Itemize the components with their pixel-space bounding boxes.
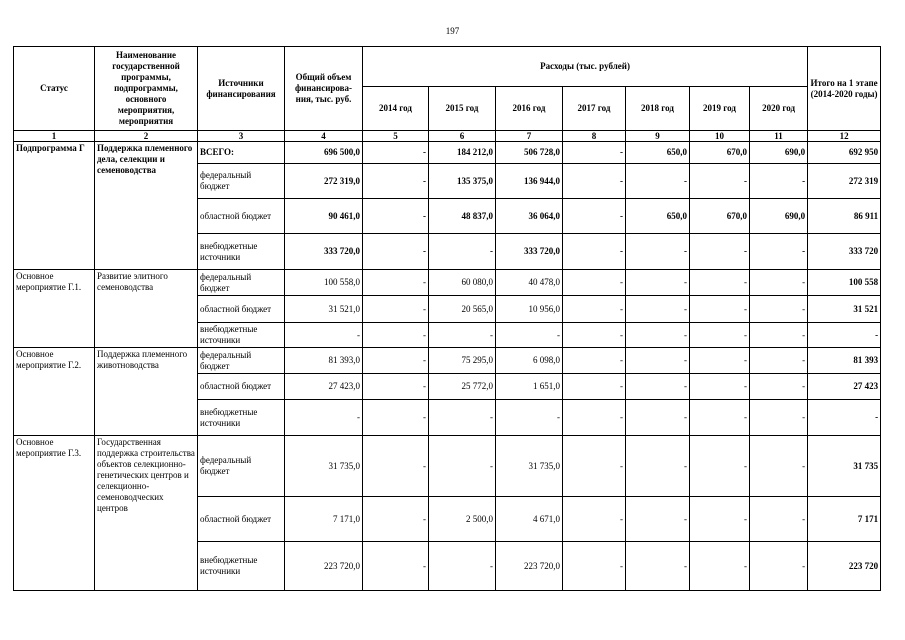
header-name: Наименование государственной программы, подпрограммы, основного мероприятия, мероприятия [95, 47, 198, 131]
source-cell: областной бюджет [198, 497, 285, 542]
itogo-cell: 7 171 [808, 497, 881, 542]
total-volume-cell: 333 720,0 [285, 234, 363, 270]
header-year: 2019 год [690, 87, 750, 131]
itogo-cell: 86 911 [808, 199, 881, 234]
y2015-cell: - [429, 323, 496, 348]
source-cell: областной бюджет [198, 374, 285, 400]
source-cell: внебюджетные источники [198, 542, 285, 591]
y2017-cell: - [563, 164, 626, 199]
header-status: Статус [14, 47, 95, 131]
y2014-cell: - [363, 542, 429, 591]
y2018-cell: - [626, 374, 690, 400]
header-year: 2016 год [496, 87, 563, 131]
y2019-cell: - [690, 296, 750, 323]
itogo-cell: 272 319 [808, 164, 881, 199]
y2020-cell: 690,0 [750, 199, 808, 234]
page-number: 197 [445, 26, 460, 36]
y2019-cell: - [690, 542, 750, 591]
y2015-cell: - [429, 542, 496, 591]
y2018-cell: - [626, 400, 690, 436]
y2015-cell: - [429, 400, 496, 436]
y2020-cell: - [750, 400, 808, 436]
column-number: 1 [14, 131, 95, 142]
y2020-cell: - [750, 374, 808, 400]
y2019-cell: - [690, 164, 750, 199]
column-number: 11 [750, 131, 808, 142]
y2014-cell: - [363, 296, 429, 323]
source-cell: внебюджетные источники [198, 323, 285, 348]
y2020-cell: - [750, 323, 808, 348]
y2015-cell: - [429, 234, 496, 270]
y2018-cell: - [626, 296, 690, 323]
y2015-cell: 48 837,0 [429, 199, 496, 234]
y2019-cell: - [690, 270, 750, 296]
column-number: 12 [808, 131, 881, 142]
y2016-cell: 333 720,0 [496, 234, 563, 270]
y2017-cell: - [563, 234, 626, 270]
column-number: 6 [429, 131, 496, 142]
y2019-cell: - [690, 497, 750, 542]
y2015-cell: 135 375,0 [429, 164, 496, 199]
source-cell: ВСЕГО: [198, 142, 285, 164]
y2017-cell: - [563, 270, 626, 296]
y2017-cell: - [563, 374, 626, 400]
y2016-cell: - [496, 400, 563, 436]
y2014-cell: - [363, 497, 429, 542]
y2020-cell: - [750, 542, 808, 591]
table-row [14, 270, 881, 296]
y2019-cell: - [690, 374, 750, 400]
total-volume-cell: - [285, 323, 363, 348]
total-volume-cell: 81 393,0 [285, 348, 363, 374]
y2019-cell: - [690, 348, 750, 374]
itogo-cell: - [808, 400, 881, 436]
itogo-cell: - [808, 323, 881, 348]
y2015-cell: - [429, 436, 496, 497]
column-number: 10 [690, 131, 750, 142]
y2015-cell: 75 295,0 [429, 348, 496, 374]
y2016-cell: 40 478,0 [496, 270, 563, 296]
column-number: 2 [95, 131, 198, 142]
total-volume-cell: 7 171,0 [285, 497, 363, 542]
column-number: 7 [496, 131, 563, 142]
header-year: 2020 год [750, 87, 808, 131]
total-volume-cell: 100 558,0 [285, 270, 363, 296]
y2020-cell: - [750, 348, 808, 374]
status-cell: Подпрограмма Г [14, 142, 95, 270]
y2020-cell: - [750, 270, 808, 296]
y2017-cell: - [563, 497, 626, 542]
header-year: 2014 год [363, 87, 429, 131]
name-cell: Поддержка племенного животноводства [95, 348, 198, 436]
y2019-cell: - [690, 400, 750, 436]
y2014-cell: - [363, 270, 429, 296]
total-volume-cell: 223 720,0 [285, 542, 363, 591]
itogo-cell: 31 735 [808, 436, 881, 497]
y2017-cell: - [563, 400, 626, 436]
y2015-cell: 60 080,0 [429, 270, 496, 296]
y2020-cell: - [750, 497, 808, 542]
name-cell: Поддержка племенного дела, селекции и семеноводства [95, 142, 198, 270]
itogo-cell: 333 720 [808, 234, 881, 270]
column-number: 4 [285, 131, 363, 142]
source-cell: внебюджетные источники [198, 234, 285, 270]
status-cell: Основное мероприятие Г.3. [14, 436, 95, 591]
header-total-volume: Общий объем финансирова-ния, тыс. руб. [285, 47, 363, 131]
y2016-cell: 10 956,0 [496, 296, 563, 323]
y2018-cell: - [626, 270, 690, 296]
y2014-cell: - [363, 164, 429, 199]
y2017-cell: - [563, 142, 626, 164]
column-number: 9 [626, 131, 690, 142]
y2016-cell: 223 720,0 [496, 542, 563, 591]
total-volume-cell: 90 461,0 [285, 199, 363, 234]
y2018-cell: - [626, 348, 690, 374]
y2020-cell: - [750, 436, 808, 497]
source-cell: внебюджетные источники [198, 400, 285, 436]
y2018-cell: 650,0 [626, 142, 690, 164]
y2019-cell: - [690, 436, 750, 497]
y2015-cell: 25 772,0 [429, 374, 496, 400]
y2016-cell: - [496, 323, 563, 348]
table-body [14, 142, 881, 591]
source-cell: федеральный бюджет [198, 348, 285, 374]
y2018-cell: - [626, 323, 690, 348]
y2019-cell: - [690, 234, 750, 270]
itogo-cell: 31 521 [808, 296, 881, 323]
y2018-cell: - [626, 542, 690, 591]
name-cell: Государственная поддержка строительства объектов селекционно-генетических центров и селекционно-семеноводческих центров [95, 436, 198, 591]
y2014-cell: - [363, 234, 429, 270]
y2017-cell: - [563, 542, 626, 591]
name-cell: Развитие элитного семеноводства [95, 270, 198, 348]
total-volume-cell: 31 735,0 [285, 436, 363, 497]
y2016-cell: 6 098,0 [496, 348, 563, 374]
table-row [14, 142, 881, 164]
table-row [14, 436, 881, 497]
y2014-cell: - [363, 199, 429, 234]
y2016-cell: 36 064,0 [496, 199, 563, 234]
total-volume-cell: 696 500,0 [285, 142, 363, 164]
y2018-cell: - [626, 164, 690, 199]
header-year: 2017 год [563, 87, 626, 131]
source-cell: областной бюджет [198, 296, 285, 323]
y2016-cell: 4 671,0 [496, 497, 563, 542]
column-number: 8 [563, 131, 626, 142]
status-cell: Основное мероприятие Г.2. [14, 348, 95, 436]
itogo-cell: 692 950 [808, 142, 881, 164]
itogo-cell: 81 393 [808, 348, 881, 374]
y2015-cell: 184 212,0 [429, 142, 496, 164]
total-volume-cell: 27 423,0 [285, 374, 363, 400]
y2018-cell: - [626, 436, 690, 497]
total-volume-cell: 272 319,0 [285, 164, 363, 199]
y2019-cell: 670,0 [690, 142, 750, 164]
y2017-cell: - [563, 323, 626, 348]
header-year: 2015 год [429, 87, 496, 131]
y2017-cell: - [563, 199, 626, 234]
y2020-cell: - [750, 296, 808, 323]
source-cell: федеральный бюджет [198, 164, 285, 199]
y2018-cell: 650,0 [626, 199, 690, 234]
y2018-cell: - [626, 497, 690, 542]
y2016-cell: 1 651,0 [496, 374, 563, 400]
y2016-cell: 136 944,0 [496, 164, 563, 199]
total-volume-cell: - [285, 400, 363, 436]
financing-table [13, 46, 881, 591]
itogo-cell: 100 558 [808, 270, 881, 296]
y2014-cell: - [363, 323, 429, 348]
header-expenses: Расходы (тыс. рублей) [363, 47, 808, 87]
source-cell: федеральный бюджет [198, 270, 285, 296]
itogo-cell: 27 423 [808, 374, 881, 400]
column-number: 3 [198, 131, 285, 142]
y2014-cell: - [363, 142, 429, 164]
y2014-cell: - [363, 400, 429, 436]
status-cell: Основное мероприятие Г.1. [14, 270, 95, 348]
y2016-cell: 31 735,0 [496, 436, 563, 497]
total-volume-cell: 31 521,0 [285, 296, 363, 323]
y2017-cell: - [563, 436, 626, 497]
y2016-cell: 506 728,0 [496, 142, 563, 164]
y2015-cell: 20 565,0 [429, 296, 496, 323]
column-number: 5 [363, 131, 429, 142]
y2017-cell: - [563, 296, 626, 323]
y2014-cell: - [363, 348, 429, 374]
header-sources: Источники финансирования [198, 47, 285, 131]
header-itogo: Итого на 1 этапе (2014-2020 годы) [808, 47, 881, 131]
y2019-cell: - [690, 323, 750, 348]
header-year: 2018 год [626, 87, 690, 131]
y2020-cell: - [750, 234, 808, 270]
y2018-cell: - [626, 234, 690, 270]
table-row [14, 348, 881, 374]
source-cell: федеральный бюджет [198, 436, 285, 497]
y2020-cell: 690,0 [750, 142, 808, 164]
source-cell: областной бюджет [198, 199, 285, 234]
y2014-cell: - [363, 436, 429, 497]
y2019-cell: 670,0 [690, 199, 750, 234]
y2017-cell: - [563, 348, 626, 374]
itogo-cell: 223 720 [808, 542, 881, 591]
y2014-cell: - [363, 374, 429, 400]
y2020-cell: - [750, 164, 808, 199]
y2015-cell: 2 500,0 [429, 497, 496, 542]
